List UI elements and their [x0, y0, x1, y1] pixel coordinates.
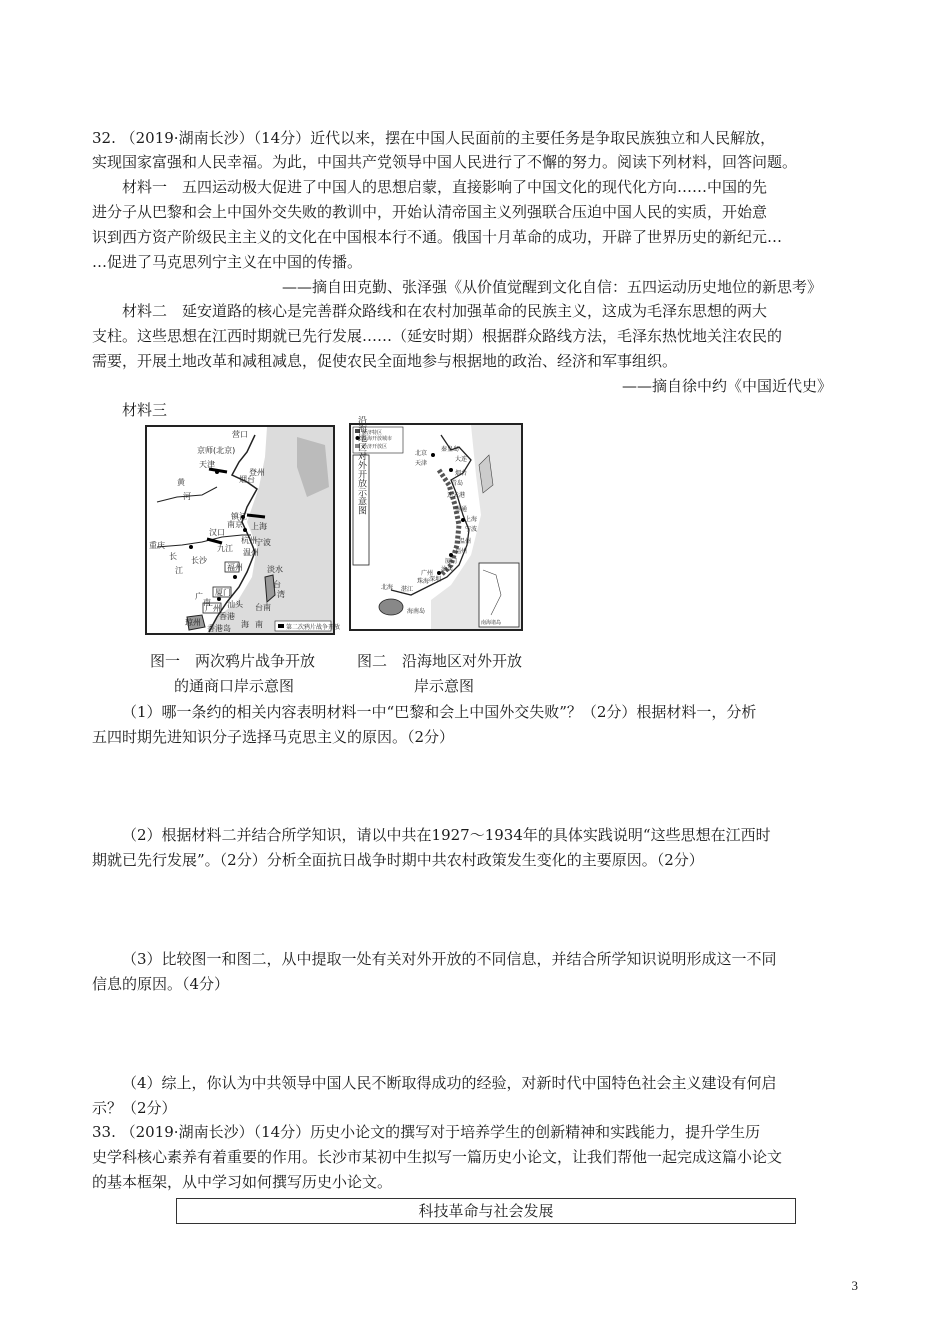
- fig2-label: 南通: [455, 506, 468, 513]
- fig1-label: 广州: [205, 604, 221, 613]
- fig1-label: 香港: [219, 612, 235, 621]
- fig2-label: 厦门: [445, 558, 458, 565]
- fig1-label: 福州: [227, 563, 243, 572]
- material1-line-3: 识到西方资产阶级民主主义的文化在中国根本行不通。俄国十月革命的成功，开辟了世界历史的新纪元…: [92, 228, 783, 246]
- fig1-label: 香港岛: [207, 624, 231, 633]
- fig2-label: 烟台: [455, 470, 468, 477]
- sub-question-4-line1: （4）综上，你认为中共领导中国人民不断取得成功的经验，对新时代中国特色社会主义建设有何启: [122, 1074, 777, 1092]
- fig1-label: 京师(北京): [197, 446, 236, 455]
- fig2-label: 宁波: [465, 526, 478, 533]
- figure1-caption-line2: 的通商口岸示意图: [174, 677, 295, 695]
- fig2-legend-sez: 经济特区: [362, 430, 383, 436]
- sub-question-1-line2: 五四时期先进知识分子选择马克思主义的原因。（2分）: [92, 728, 455, 746]
- fig1-label: 长沙: [191, 556, 207, 565]
- figure2-caption-line1: 图二 沿海地区对外开放: [357, 652, 523, 670]
- fig2-label: 海南岛: [407, 608, 426, 615]
- fig1-label: 南: [203, 598, 211, 607]
- fig1-label: 重庆: [149, 541, 165, 550]
- fig1-label: 杭州: [241, 536, 257, 545]
- sub-question-4-line2: 示？（2分）: [92, 1099, 177, 1117]
- fig1-label: 汕头: [227, 600, 243, 609]
- figure2-map-drawing: [351, 415, 521, 629]
- q33-line-1: 33. （2019·湖南长沙）（14分）历史小论文的撰写对于培养学生的创新精神和实践能力，提升学生历: [92, 1123, 761, 1141]
- fig1-label: 南京: [227, 520, 243, 529]
- fig2-label: 北京: [415, 450, 428, 457]
- fig1-label: 琼州: [185, 618, 201, 627]
- q33-line-3: 的基本框架，从中学习如何撰写历史小论文。: [92, 1173, 393, 1191]
- page-number: 3: [851, 1278, 858, 1293]
- fig2-label: 大连: [455, 456, 468, 463]
- fig2-label: 北海: [381, 584, 394, 591]
- material2-line-2: 支柱。这些思想在江西时期就已先行发展……（延安时期）根据群众路线方法，毛泽东热忱地关注农民的: [92, 327, 783, 345]
- material1-line-1: 材料一 五四运动极大促进了中国人的思想启蒙，直接影响了中国文化的现代化方向……中国的先: [122, 178, 768, 196]
- fig2-label: 深圳: [429, 576, 442, 583]
- fig1-label: 广: [195, 592, 203, 601]
- figure1-map: [145, 425, 341, 635]
- fig1-label: 温州: [243, 548, 259, 557]
- fig2-inset-label: 南海诸岛: [481, 620, 502, 626]
- sub-question-2-line2: 期就已先行发展”。（2分）分析全面抗日战争时期中共农村政策发生变化的主要原因。（2分）: [92, 851, 704, 869]
- fig2-label: 青岛: [451, 480, 464, 487]
- fig2-label: 福州: [455, 548, 468, 555]
- fig1-label: 上海: [251, 522, 267, 531]
- fig1-label: 台: [273, 580, 281, 589]
- fig1-label: 烟台: [239, 475, 255, 484]
- fig1-label: 湾: [277, 590, 285, 599]
- figure2-caption-line2: 岸示意图: [414, 677, 475, 695]
- fig1-label: 营口: [232, 430, 248, 439]
- fig1-label: 镇江: [231, 512, 247, 521]
- sub-question-1-line1: （1）哪一条约的相关内容表明材料一中“巴黎和会上中国外交失败”？（2分）根据材料一，分析: [122, 703, 757, 721]
- figure1-map-drawing: [147, 427, 341, 633]
- material1-source: ——摘自田克勤、张泽强《从价值觉醒到文化自信：五四运动历史地位的新思考》: [282, 278, 823, 296]
- fig2-legend-city: 沿海开放城市: [362, 436, 393, 442]
- material1-line-4: …促进了马克思列宁主义在中国的传播。: [92, 253, 363, 271]
- figure1-legend: 第二次鸦片战争开放: [286, 624, 341, 631]
- fig2-label: 珠海: [417, 578, 430, 585]
- figure1-caption-line1: 图一 两次鸦片战争开放: [150, 652, 316, 670]
- fig1-label: 黄: [177, 478, 185, 487]
- fig1-label: 河: [183, 492, 191, 501]
- material3-label: 材料三: [122, 401, 168, 419]
- material2-source: ——摘自徐中约《中国近代史》: [622, 377, 833, 395]
- fig1-label: 登州: [249, 468, 265, 477]
- q32-line-1: 32. （2019·湖南长沙）（14分）近代以来，摆在中国人民面前的主要任务是争取民族独立和人民解放，: [92, 129, 776, 147]
- fig1-label: 宁波: [255, 538, 271, 547]
- fig1-label: 海: [241, 620, 249, 629]
- fig2-legend-zone: 经济开放区: [362, 444, 388, 450]
- fig1-label: 汉口: [209, 528, 225, 537]
- fig2-label: 湛江: [401, 586, 414, 593]
- material2-line-3: 需要，开展土地改革和减租减息，促使农民全面地参与根据地的政治、经济和军事组织。: [92, 352, 678, 370]
- material1-line-2: 进分子从巴黎和会上中国外交失败的教训中，开始认清帝国主义列强联合压迫中国人民的实质，开始意: [92, 203, 768, 221]
- fig1-label: 江: [175, 566, 183, 575]
- material2-line-1: 材料二 延安道路的核心是完善群众路线和在农村加强革命的民族主义，这成为毛泽东思想的两大: [122, 302, 768, 320]
- fig1-label: 南: [255, 620, 263, 629]
- fig2-label: 秦皇岛: [441, 446, 460, 453]
- fig1-label: 九江: [217, 544, 233, 553]
- sub-question-3-line2: 信息的原因。（4分）: [92, 975, 230, 993]
- fig1-label: 长: [169, 552, 177, 561]
- essay-title-box: 科技革命与社会发展: [176, 1198, 796, 1224]
- fig2-vertical-title: 沿海地区对外开放示意图: [356, 415, 366, 515]
- fig2-label: 汕头: [441, 566, 454, 573]
- fig2-label: 广州: [421, 570, 434, 577]
- fig2-label: 上海: [465, 516, 478, 523]
- fig1-label: 天津: [199, 460, 215, 469]
- fig1-label: 厦门: [215, 588, 231, 597]
- sub-question-2-line1: （2）根据材料二并结合所学知识，请以中共在1927～1934年的具体实践说明“这些思想在江西时: [122, 826, 771, 844]
- sub-question-3-line1: （3）比较图一和图二，从中提取一处有关对外开放的不同信息，并结合所学知识说明形成这一不同: [122, 950, 777, 968]
- fig2-label: 温州: [459, 538, 472, 545]
- q32-line-2: 实现国家富强和人民幸福。为此，中国共产党领导中国人民进行了不懈的努力。阅读下列材料，回答问题。: [92, 153, 798, 171]
- fig2-label: 天津: [415, 460, 428, 467]
- fig1-label: 淡水: [267, 565, 283, 574]
- figure2-map: [349, 415, 523, 631]
- q33-line-2: 史学科核心素养有着重要的作用。长沙市某初中生拟写一篇历史小论文，让我们帮他一起完成这篇小论文: [92, 1148, 783, 1166]
- fig1-label: 台南: [255, 603, 271, 612]
- fig2-label: 连云港: [447, 492, 466, 499]
